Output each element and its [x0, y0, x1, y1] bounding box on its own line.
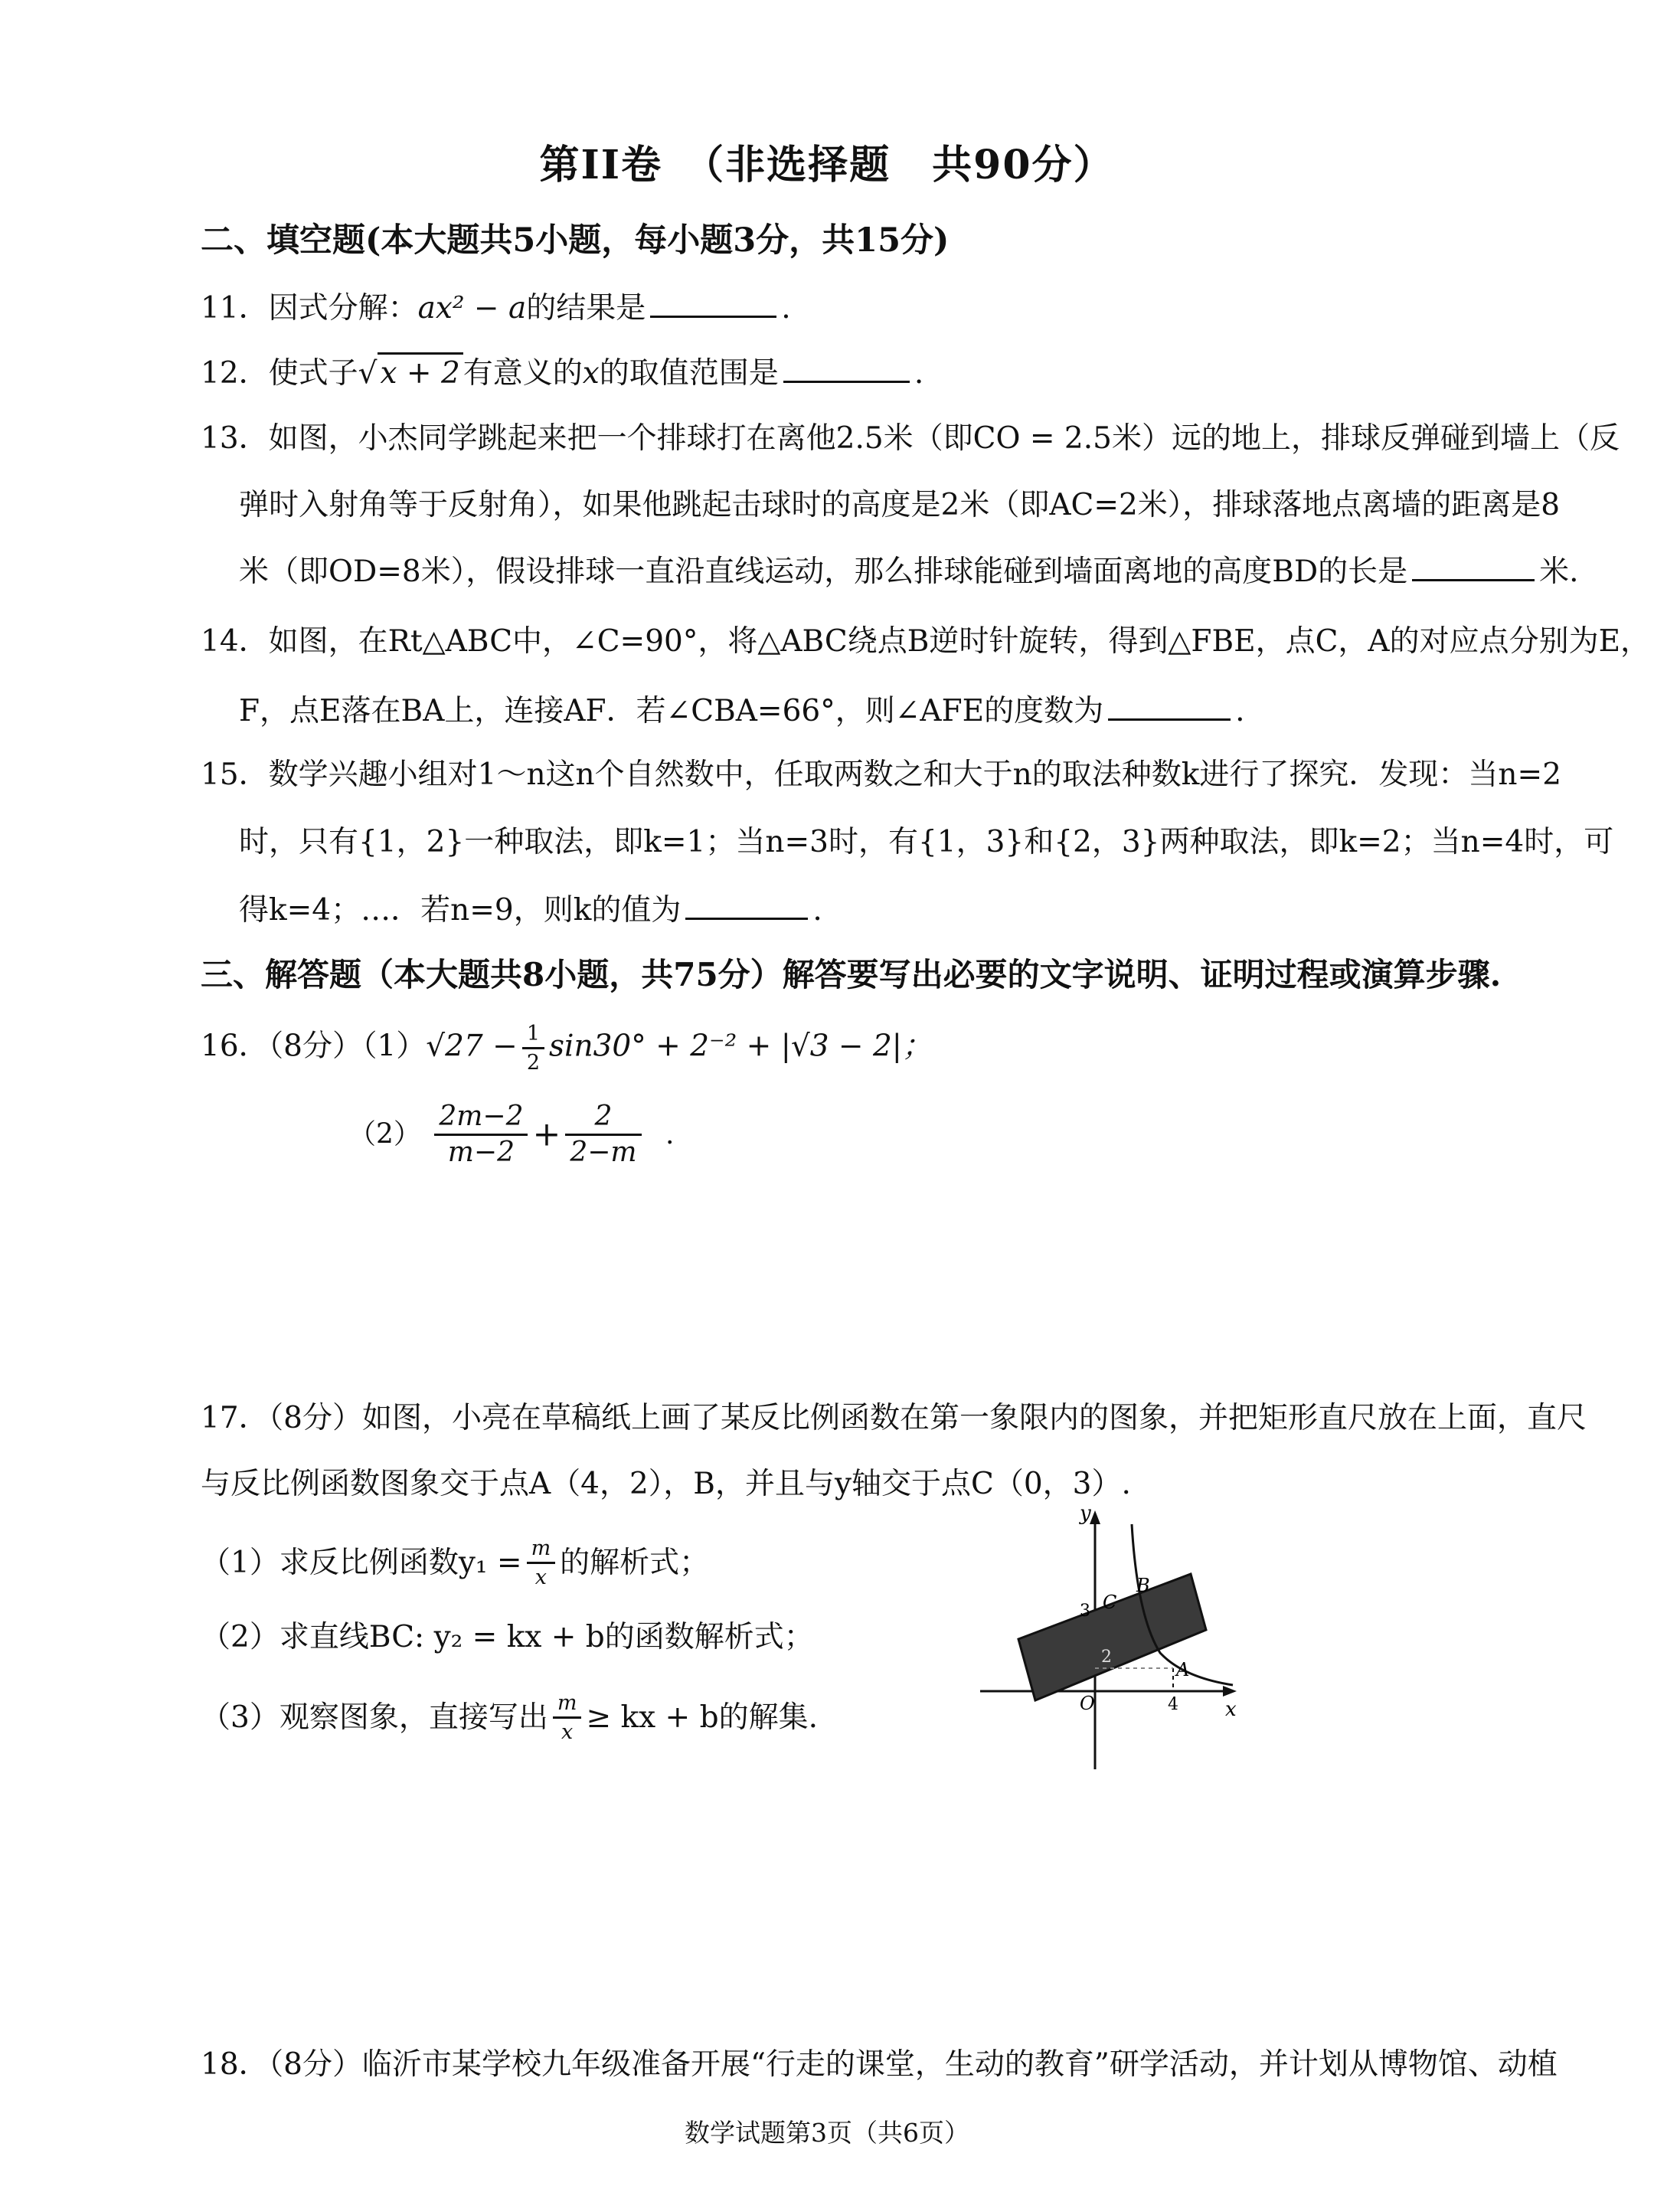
q16-p1a: √27 −: [426, 1029, 518, 1064]
section3-heading: 三、解答题（本大题共8小题，共75分）解答要写出必要的文字说明、证明过程或演算步骤.: [201, 956, 1502, 993]
q12-radicand: x + 2: [378, 352, 463, 391]
y-axis-label: y: [1080, 1502, 1091, 1525]
q11-answer-blank[interactable]: [650, 291, 776, 318]
q13-line2: 弹时入射角等于反射角），如果他跳起击球时的高度是2米（即AC=2米），排球落地点离墙的距离是8: [239, 488, 1561, 522]
tick-x4-label: 4: [1168, 1695, 1178, 1714]
q17-sub1-post: 的解析式；: [560, 1546, 710, 1580]
question-12: [201, 356, 924, 391]
q17-sub3-num: m: [553, 1693, 582, 1719]
q16-p1b: sin30° + 2⁻² + |√3 − 2|；: [549, 1029, 932, 1064]
question-16-part1: [201, 1023, 932, 1073]
q13-answer-blank[interactable]: [1412, 555, 1535, 581]
q17-figure: [972, 1501, 1248, 1785]
q11-pre: 11．因式分解：: [201, 291, 418, 326]
page-footer: 数学试题第3页（共6页）: [685, 2118, 969, 2148]
section2-heading: 二、填空题(本大题共5小题，每小题3分，共15分): [201, 221, 950, 260]
q15-line3-text: 得k=4；…．若n=9，则k的值为: [239, 893, 682, 928]
q16-f2-den: 2−m: [570, 1137, 637, 1168]
q17-sub1-den: x: [534, 1566, 547, 1589]
point-A-label: A: [1176, 1659, 1190, 1680]
q16-f2-num: 2: [565, 1103, 641, 1136]
q13-line3: [239, 555, 1579, 587]
q11-expr: ax² − a: [417, 291, 527, 326]
q16-p2-label: （2）: [348, 1118, 421, 1150]
q14-line2: [239, 694, 1245, 726]
q16-p1-fraction: [522, 1023, 544, 1073]
point-B-label: B: [1136, 1575, 1150, 1596]
q15-answer-blank[interactable]: [685, 893, 808, 920]
x-axis-label: x: [1225, 1698, 1237, 1721]
q17-sub3-fraction: [553, 1693, 582, 1742]
q16-f1-den: m−2: [447, 1137, 515, 1168]
q12-end: .: [914, 356, 924, 391]
q17-sub1: [201, 1538, 709, 1588]
q13-line3-text: 米（即OD=8米），假设排球一直沿直线运动，那么排球能碰到墙面离地的高度BD的长是: [239, 555, 1408, 589]
q17-sub1-num: m: [527, 1538, 556, 1564]
q15-line1: 15．数学兴趣小组对1～n这n个自然数中，任取两数之和大于n的取法种数k进行了探究．发现：当n=2: [201, 758, 1562, 792]
q17-line1: 17．（8分）如图，小亮在草稿纸上画了某反比例函数在第一象限内的图象，并把矩形直尺放在上面，直尺: [201, 1401, 1587, 1435]
q13-line3-end: 米.: [1539, 555, 1579, 589]
q12-mid: 有意义的: [463, 356, 583, 391]
q16-fraction-2: [565, 1103, 641, 1167]
q14-line1: 14．如图，在Rt△ABC中，∠C=90°，将△ABC绕点B逆时针旋转，得到△FBE，点C，A的对应点分别为E，: [201, 624, 1651, 659]
x-axis-arrow: [1223, 1686, 1237, 1697]
q16-end: .: [665, 1118, 675, 1150]
q16-p1-frac-den: 2: [526, 1051, 541, 1075]
q16-f1-num: 2m−2: [434, 1103, 528, 1136]
tick-y3-label: 3: [1080, 1602, 1090, 1621]
q17-line2: 与反比例函数图象交于点A（4，2），B，并且与y轴交于点C（0，3）.: [201, 1467, 1131, 1501]
q15-line3: [239, 893, 822, 928]
q16-label: 16．（8分）（1）: [201, 1029, 427, 1064]
q12-pre: 12．使式子: [201, 356, 358, 391]
q17-sub3-pre: （3）观察图象，直接写出: [201, 1700, 548, 1735]
q16-fraction-1: [434, 1103, 528, 1167]
q17-sub1-pre: （1）求反比例函数y₁ =: [201, 1546, 522, 1580]
point-C-label: C: [1103, 1592, 1117, 1613]
q12-answer-blank[interactable]: [783, 356, 910, 383]
page-title: 第II卷 （非选择题 共90分）: [539, 142, 1115, 188]
q14-line2-text: F，点E落在BA上，连接AF．若∠CBA=66°，则∠AFE的度数为: [239, 694, 1104, 728]
q11-post: 的结果是: [526, 291, 646, 326]
origin-label: O: [1080, 1693, 1095, 1714]
q18-line1: 18．（8分）临沂市某学校九年级准备开展“行走的课堂，生动的教育”研学活动，并计划从博物馆、动植: [201, 2047, 1558, 2082]
q12-var: x: [582, 356, 600, 391]
question-16-part2: [348, 1103, 674, 1167]
q17-sub3-den: x: [561, 1720, 574, 1744]
q17-sub3-post: ≥ kx + b的解集.: [586, 1700, 818, 1735]
q15-line2: 时，只有{1，2}一种取法，即k=1；当n=3时，有{1，3}和{2，3}两种取法，即k=2；当n=4时，可: [239, 825, 1614, 859]
q17-sub2: （2）求直线BC: y₂ = kx + b的函数解析式；: [201, 1620, 814, 1654]
question-11: [201, 291, 791, 326]
q16-p1-frac-num: 1: [522, 1023, 544, 1049]
q14-answer-blank[interactable]: [1108, 694, 1231, 721]
q11-end: .: [781, 291, 791, 326]
y-axis-arrow: [1090, 1510, 1100, 1524]
q13-line1: 13．如图，小杰同学跳起来把一个排球打在离他2.5米（即CO = 2.5米）远的地上，排球反弹碰到墙上（反: [201, 421, 1620, 456]
sqrt-sign: √: [358, 356, 378, 391]
tick-y2-label: 2: [1101, 1648, 1112, 1667]
q14-line2-end: .: [1235, 694, 1245, 728]
q15-line3-end: .: [812, 893, 822, 928]
q17-sub3: [201, 1693, 818, 1742]
q12-post: 的取值范围是: [599, 356, 779, 391]
q17-sub1-fraction: [527, 1538, 556, 1588]
q16-plus: +: [532, 1114, 561, 1154]
